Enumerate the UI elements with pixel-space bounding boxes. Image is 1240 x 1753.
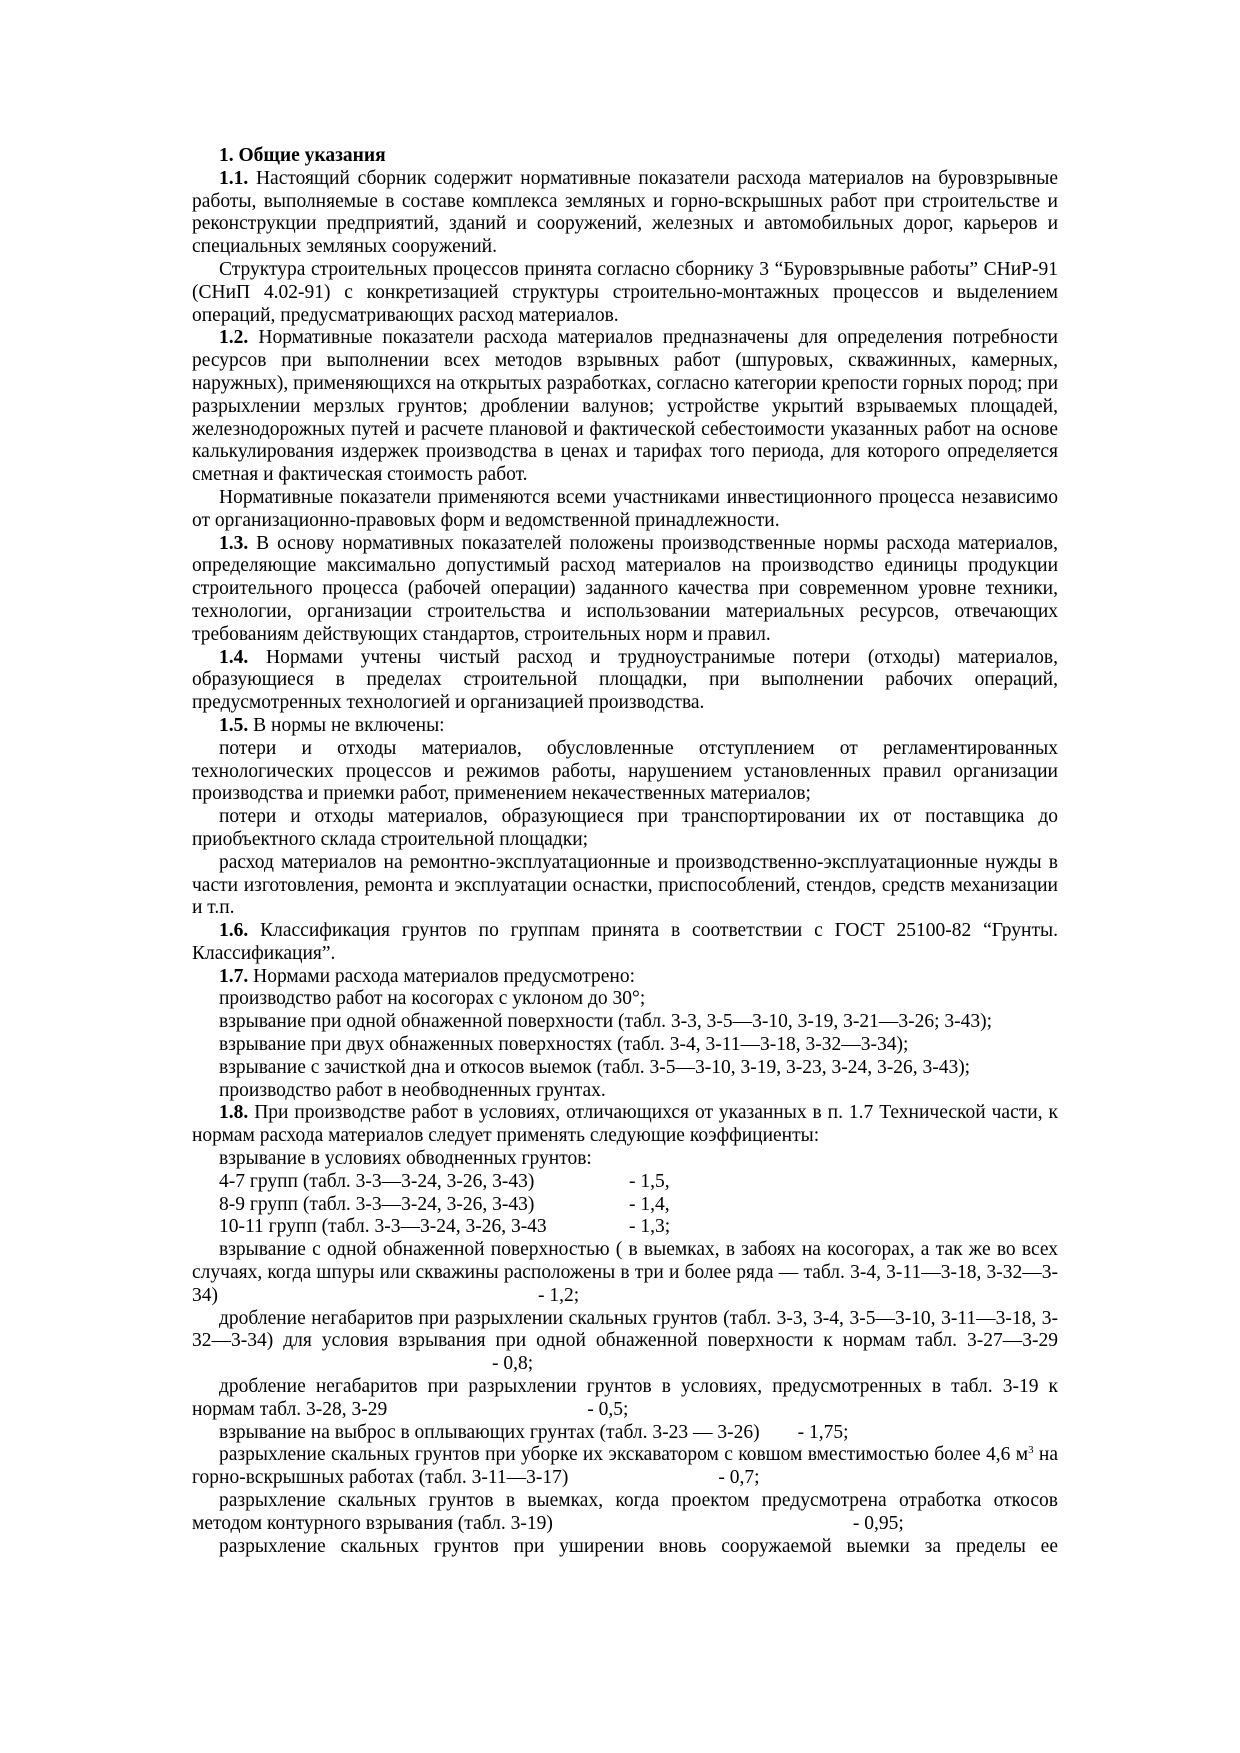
coefficient-value: - 0,95;	[852, 1512, 904, 1534]
paragraph-structure: Структура строительных процессов принята согласно сборнику 3 “Буровзрывные работы” СНиР-91 (СНиП 4.02-91) с конкретизацией структуры строительно-монтажных процессов и выделением операций, предусматривающих расход материалов.	[192, 258, 1058, 326]
paragraph-1-4: 1.4. Нормами учтены чистый расход и трудноустранимые потери (отходы) материалов, образующиеся в пределах строительной площадки, при выполнении рабочих операций, предусмотренных технологией и организацией производства.	[192, 646, 1058, 714]
paragraph-1-2: 1.2. Нормативные показатели расхода материалов предназначены для определения потребности ресурсов при выполнении всех методов взрывных работ (шпуровых, скважинных, камерных, наружных), применяющихся на открытых разработках, согласно категории крепости горных пород; при разрыхлении мерзлых грунтов; дроблении валунов; устройстве укрытий взрываемых площадей, железнодорожных путей и расчете плановой и фактической себестоимости указанных работ на основе калькулирования издержек производства в ценах и тарифах того периода, для которого определяется сметная и фактическая стоимость работ.	[192, 327, 1058, 486]
clause-number: 1.8.	[219, 1102, 249, 1124]
list-item: потери и отходы материалов, обусловленные отступлением от регламентированных технологических процессов и режимов работы, нарушением установленных правил организации производства и приемки работ, применением некачественных материалов;	[192, 737, 1058, 805]
list-item: производство работ на косогорах с уклоном до 30°;	[219, 988, 646, 1010]
coefficient-row: 8-9 групп (табл. 3-3—3-24, 3-26, 3-43) - 1,4,	[219, 1193, 670, 1215]
list-item: расход материалов на ремонтно-эксплуатационные и производственно-эксплуатационные нужды в части изготовления, ремонта и эксплуатации оснастки, приспособлений, стендов, средств механизации и т.п.	[192, 851, 1058, 919]
coefficient-row: 10-11 групп (табл. 3-3—3-24, 3-26, 3-43 - 1,3;	[219, 1216, 671, 1238]
clause-number: 1.5.	[219, 714, 249, 736]
clause-number: 1.3.	[219, 532, 249, 554]
paragraph-1-6: 1.6. Классификация грунтов по группам принята в соответствии с ГОСТ 25100-82 “Грунты. Классификация”.	[192, 920, 1058, 964]
paragraph-norm-users: Нормативные показатели применяются всеми участниками инвестиционного процесса независимо от организационно-правовых форм и ведомственной принадлежности.	[192, 486, 1058, 531]
paragraph-1-8: 1.8. При производстве работ в условиях, отличающихся от указанных в п. 1.7 Технической части, к нормам расхода материалов следует применять следующие коэффициенты:	[192, 1102, 1058, 1147]
section-heading: 1. Общие указания	[219, 145, 386, 166]
coefficient-value: - 0,5;	[587, 1398, 629, 1420]
paragraph-widening: разрыхление скальных грунтов при уширении вновь сооружаемой выемки за пределы ее	[219, 1535, 1058, 1557]
paragraph-1-3: 1.3. В основу нормативных показателей положены производственные нормы расхода материалов, определяющие максимально допустимый расход материалов на производство единицы продукции строительного процесса (рабочей операции) заданного качества при современном уровне техники, технологии, организации строительства и использовании материальных ресурсов, отвечающих требованиям действующих стандартов, строительных норм и правил.	[192, 532, 1058, 645]
clause-number: 1.1.	[219, 167, 249, 189]
clause-number: 1.2.	[219, 327, 249, 349]
coefficient-value: - 0,8;	[492, 1353, 534, 1375]
paragraph-contour: разрыхление скальных грунтов в выемках, когда проектом предусмотрена отработка откосов методом контурного взрывания (табл. 3-19) - 0,95;	[192, 1490, 1058, 1534]
coefficient-row: 4-7 групп (табл. 3-3—3-24, 3-26, 3-43) - 1,5,	[219, 1170, 670, 1192]
paragraph-one-surface: взрывание с одной обнаженной поверхностью ( в выемках, в забоях на косогорах, а так же во всех случаях, когда шпуры или скважины расположены в три и более ряда — табл. 3-4, 3-11—3-18, 3-32—3-34) - 1,2;	[192, 1239, 1058, 1306]
paragraph-water: взрывание в условиях обводненных грунтов:	[219, 1148, 592, 1170]
paragraph-oversize-3-19: дробление негабаритов при разрыхлении грунтов в условиях, предусмотренных в табл. 3-19 к нормам табл. 3-28, 3-29 - 0,5;	[192, 1376, 1058, 1420]
clause-number: 1.7.	[219, 965, 249, 987]
paragraph-1-7: 1.7. Нормами расхода материалов предусмотрено:	[219, 965, 635, 987]
paragraph-ejection: взрывание на выброс в оплывающих грунтах (табл. 3-23 — 3-26) - 1,75;	[219, 1421, 849, 1443]
list-item: взрывание при одной обнаженной поверхности (табл. 3-3, 3-5—3-10, 3-19, 3-21—3-26; 3-43);	[219, 1011, 993, 1033]
coefficient-value: - 1,4,	[629, 1193, 670, 1215]
document-page	[192, 145, 1058, 1558]
list-item: взрывание с зачисткой дна и откосов выемок (табл. 3-5—3-10, 3-19, 3-23, 3-24, 3-26, 3-43);	[219, 1056, 971, 1078]
list-item: производство работ в необводненных грунтах.	[219, 1079, 606, 1101]
paragraph-oversize-rock: дробление негабаритов при разрыхлении скальных грунтов (табл. 3-3, 3-4, 3-5—3-10, 3-11—3-18, 3-32—3-34) для условия взрывания при одной обнаженной поверхности к нормам табл. 3-27—3-29- 0,8;	[192, 1307, 1058, 1375]
coefficient-value: - 0,7;	[718, 1467, 760, 1489]
list-item: потери и отходы материалов, образующиеся при транспортировании их от поставщика до приобъектного склада строительной площадки;	[192, 806, 1058, 850]
coefficient-value: - 1,2;	[538, 1284, 580, 1306]
clause-number: 1.6.	[219, 920, 249, 942]
coefficient-value: - 1,3;	[629, 1216, 671, 1238]
coefficient-value: - 1,5,	[629, 1170, 670, 1192]
paragraph-1-5: 1.5. В нормы не включены:	[219, 714, 445, 736]
list-item: взрывание при двух обнаженных поверхностях (табл. 3-4, 3-11—3-18, 3-32—3-34);	[219, 1034, 909, 1056]
paragraph-1-1: 1.1. Настоящий сборник содержит нормативные показатели расхода материалов на буровзрывные работы, выполняемые в составе комплекса земляных и горно-вскрышных работ при строительстве и реконструкции предприятий, зданий и сооружений, железных и автомобильных дорог, карьеров и специальных земляных сооружений.	[192, 167, 1058, 258]
clause-number: 1.4.	[219, 646, 249, 668]
coefficient-value: - 1,75;	[797, 1421, 849, 1443]
paragraph-excavator: разрыхление скальных грунтов при уборке их экскаватором с ковшом вместимостью более 4,6 $м^3$ на горно-вскрышных работах (табл. 3-11—3-17) - 0,7;	[192, 1444, 1058, 1489]
